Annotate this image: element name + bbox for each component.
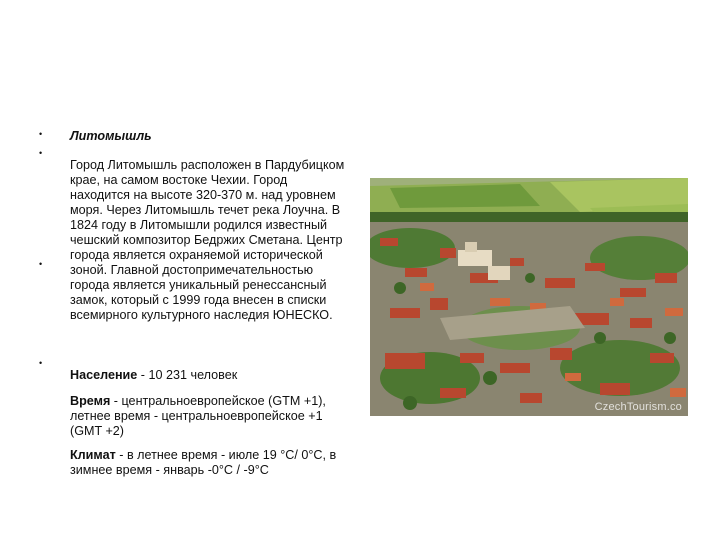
bullet-1: • [39,129,43,139]
description-paragraph: Город Литомышль расположен в Пардубицком крае, на самом востоке Чехии. Город находится на высоте 320-370 м. над уровнем моря. Через Литомышль течет река Лоучна. В 1824 году в Литомышли родился известный чешский композитор Бедржих Сметана. Центр города является охраняемой исторической зоной. Главной достопримечательностью города является уникальный ренессансный замок, который с 1999 года внесен в списки всемирного культурного наследия ЮНЕСКО. [70,158,345,322]
population-line [70,368,348,383]
climate-label: Климат [70,448,116,462]
population-value: - 10 231 человек [137,368,238,382]
bullet-4: • [39,358,43,368]
time-label: Время [70,394,111,408]
time-value: - центральноевропейское (GTM +1), летнее время - центральноевропейское +1 (GMT +2) [70,394,326,438]
aerial-town-photo [370,178,688,416]
climate-value: - в летнее время - июле 19 °C/ 0°C, в зимнее время - январь -0°C / -9°C [70,448,337,477]
bullet-3: • [39,259,43,269]
aerial-photo-illustration [370,178,688,416]
photo-watermark: CzechTourism.co [594,401,682,413]
time-line [70,394,348,439]
population-label: Население [70,368,138,382]
bullet-2: • [39,148,43,158]
slide-title: Литомышль [70,129,152,143]
climate-line [70,448,348,478]
